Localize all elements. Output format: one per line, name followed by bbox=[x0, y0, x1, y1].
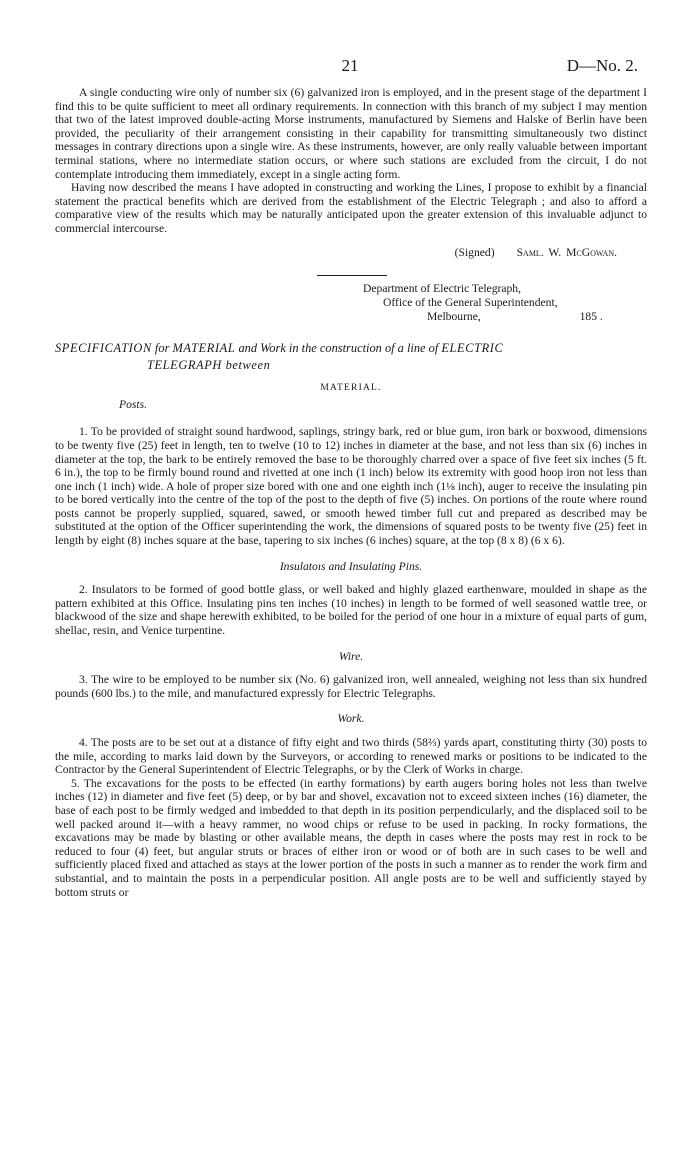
work-heading: Work. bbox=[337, 712, 365, 726]
spec-title-for: for bbox=[151, 341, 173, 356]
intro-paragraph-1: A single conducting wire only of number six (6) galvanized iron is employed, and in the present stage of the department I find this to be quite sufficient to meet all ordinary requirements. In connection with this branch of my subject I may mention that two of the latest improved double-acting Morse instruments, manufactured by Siemens and Halske of Berlin have been provided, the peculiarity of their arrangement consisting in their capability for transmitting simultaneously two distinct messages in contrary directions upon a single wire. As these instruments, however, are only really valuable between important terminal stations, where no intermediate station occurs, or where such stations are excluded from the circuit, I do not contemplate introducing them immediately, except in a single acting form. bbox=[55, 86, 647, 181]
spec-title-material: MATERIAL bbox=[172, 341, 236, 356]
signed-label: (Signed) bbox=[454, 245, 495, 259]
spec-title-specification: SPECIFICATION bbox=[55, 341, 152, 356]
department-line-1: Department of Electric Telegraph, bbox=[363, 282, 521, 296]
page-header bbox=[0, 56, 700, 80]
spec-title-electric: ELECTRIC bbox=[441, 341, 504, 356]
department-city: Melbourne, bbox=[427, 310, 481, 324]
posts-heading: Posts. bbox=[119, 397, 148, 411]
separator-rule bbox=[317, 275, 387, 276]
department-block bbox=[363, 282, 647, 324]
intro-paragraph-2: Having now described the means I have adopted in constructing and working the Lines, I propose to exhibit by a financial statement the practical benefits which are derived from the establishment of the Electric Telegraph ; and also to afford a comparative view of the results which may be naturally anticipated upon the greater extension of this invaluable adjunct to commercial intercourse. bbox=[55, 181, 647, 235]
specification-title bbox=[55, 340, 647, 374]
clause-1-posts: 1. To be provided of straight sound hardwood, saplings, stringy bark, red or blue gum, iron bark or boxwood, dimensions to be twenty five (25) feet in length, ten to twelve (10 to 12) inches in diameter at the base, and not less than six (6) inches in diameter at the top, the bark to be entirely removed the base to be thoroughly charred over a space of five feet six inches (5 ft. 6 in.), the top to be firmly bound round and rivetted at one inch (1 inch) below its extremity with good hoop iron not less than one inch (1 inch) wide. A hole of proper size bored with one and one eighth inch (1⅛ inch), auger to receive the insulating pin to be bored vertically into the centre of the top of the post to the depth of five (5) inches. On portions of the route where round posts cannot be properly supplied, squared, sawed, or smooth hewed timber full cut and prepared as described may be substituted at the option of the Officer superintending the work, the dimensions of squared posts to be twenty five (25) feet in length by eight (8) inches square at the base, tapering to six inches (6 inches) square, at the top (8 x 8) (6 x 6). bbox=[55, 425, 647, 548]
spec-title-line-2: TELEGRAPH between bbox=[147, 358, 271, 373]
material-heading: MATERIAL. bbox=[320, 383, 382, 394]
signature-block bbox=[55, 246, 647, 260]
wire-heading: Wire. bbox=[338, 649, 364, 663]
clause-5-work: 5. The excavations for the posts to be effected (in earthy formations) by earth augers boring holes not less than twelve inches (12) in diameter and five feet (5) deep, or by bar and shovel, excavation not to exceed sixteen inches (16) diameter, the base of each post to be firmly wedged and imbedded to that depth in its position perpendicularly, and the displaced soil to be well packed around it—with a heavy rammer, no wood chips or refuse to be used in packing. In rocky formations, the excavations may be made by blasting or other available means, the depth in cases where the posts may rest in rock to be reduced to four (4) feet, but angular struts or braces of either iron or wood or of both are in such cases to be well and sufficiently placed fixed and attached as stays at the lower portion of the posts in such a manner as to render the work firm and substantial, and to maintain the posts in a perpendicular position. All angle posts are to be well and sufficiently stayed by bottom struts or bbox=[55, 776, 647, 899]
document-body bbox=[55, 86, 647, 899]
clause-4-work: 4. The posts are to be set out at a distance of fifty eight and two thirds (58⅔) yards apart, constituting thirty (30) posts to the mile, according to marks laid down by the Surveyors, or according to renewed marks or positions to be indicated to the Contractor by the General Superintendent of Electric Telegraphs, or by the Clerk of Works in charge. bbox=[55, 736, 647, 777]
insulators-heading: Insulatoıs and Insulating Pins. bbox=[279, 559, 423, 573]
clause-2-insulators: 2. Insulators to be formed of good bottle glass, or well baked and highly glazed earthenware, moulded in shape as the pattern exhibited at this Office. Insulating pins ten inches (10 inches) in length to be formed of well seasoned wattle tree, or blackwood of the size and shape herewith exhibited, to be boiled for the period of one hour in a mixture of equal parts of gum, shellac, resin, and Venice turpentine. bbox=[55, 583, 647, 638]
spec-title-middle: and Work in the construction of a line of bbox=[235, 341, 442, 356]
department-year: 185 . bbox=[579, 310, 603, 324]
document-reference: D—No. 2. bbox=[566, 56, 638, 75]
page-number: 21 bbox=[341, 56, 359, 75]
department-line-2: Office of the General Superintendent, bbox=[383, 296, 558, 310]
signatory-name: Saml. W. McGowan. bbox=[516, 245, 617, 259]
clause-3-wire: 3. The wire to be employed to be number six (No. 6) galvanized iron, well annealed, weighing not less than six hundred pounds (600 lbs.) to the mile, and manufactured expressly for Electric Telegraphs. bbox=[55, 673, 647, 700]
